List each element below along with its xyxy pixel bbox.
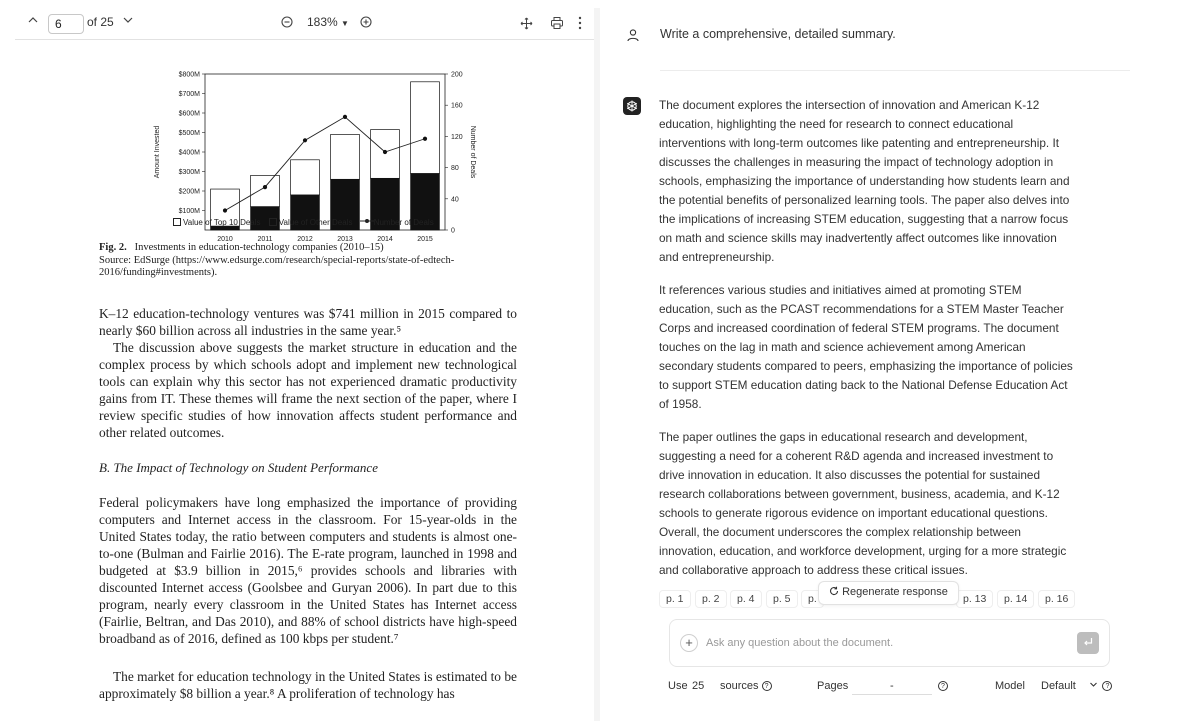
citation-chip[interactable]: p. 16 (1038, 590, 1075, 608)
y-tick-label: $200M (178, 188, 200, 196)
y-tick-label: $700M (178, 91, 200, 98)
model-select[interactable] (1041, 680, 1112, 692)
citation-chip[interactable]: p. (801, 590, 824, 608)
y-tick-label: $300M (178, 169, 200, 176)
pdf-toolbar (15, 8, 594, 40)
figure-caption (99, 242, 529, 280)
y2-axis-label: Number of Deals (469, 125, 476, 179)
page-number-input[interactable] (48, 14, 84, 34)
y2-tick-label: 120 (451, 133, 463, 141)
deals-point (223, 208, 227, 212)
pages-dash: - (890, 680, 894, 692)
citation-chip[interactable]: p. 14 (997, 590, 1034, 608)
caption-title: Investments in education-technology companies (2010–15) (134, 242, 384, 253)
y-axis-label: Amount Invested (154, 125, 161, 179)
paragraph-2: The discussion above suggests the market structure in education and the complex process by which schools adopt and implement new technological tools can explain why this sector has not experienced dramatic productivity gains from IT. These themes will frame the next section of the paper, where I review specific studies of how innovation affects student performance and other related outcomes. (99, 340, 517, 440)
bar-top10-deals (331, 134, 360, 179)
paragraph-4: The market for education technology in the United States is estimated to be approximately $8 billion a year.⁸ A proliferation of technology has (99, 669, 517, 701)
y2-tick-label: 40 (451, 196, 459, 204)
regenerate-button[interactable] (818, 581, 959, 605)
page-total: of 25 (87, 15, 114, 29)
zoom-level[interactable] (307, 15, 349, 29)
chart-frame (205, 74, 445, 230)
zoom-in-icon[interactable] (360, 16, 372, 31)
send-button[interactable] (1077, 632, 1099, 654)
y2-tick-label: 80 (451, 165, 459, 173)
deals-point (303, 138, 307, 142)
assistant-avatar-icon (623, 97, 641, 115)
citation-chip[interactable]: p. 4 (730, 590, 762, 608)
sources-help-icon[interactable]: ? (762, 681, 772, 691)
y-tick-label: $800M (178, 71, 200, 79)
chevron-down-icon (1089, 681, 1101, 691)
legend-line-icon (360, 217, 374, 227)
enter-icon (1082, 636, 1094, 648)
y2-tick-label: 160 (451, 102, 463, 110)
x-tick-label: 2014 (377, 236, 393, 243)
regenerate-label: Regenerate response (842, 586, 948, 598)
chat-pane (600, 8, 1178, 721)
citation-chip[interactable]: p. 2 (695, 590, 727, 608)
bar-top10-deals (411, 82, 440, 174)
paragraph-1: K–12 education-technology ventures was $741 million in 2015 compared to nearly $60 billion across all industries in the same year.⁵ (99, 306, 517, 338)
bar-top10-deals (291, 160, 320, 195)
sources-count-input[interactable]: 25 (692, 680, 705, 692)
citation-chip[interactable]: p. 13 (956, 590, 993, 608)
zoom-value: 183% (307, 15, 338, 29)
sources-label (720, 680, 772, 692)
deals-point (263, 185, 267, 189)
x-tick-label: 2010 (217, 236, 233, 243)
pages-help-icon[interactable]: ? (938, 680, 948, 692)
user-message: Write a comprehensive, detailed summary. (660, 27, 896, 41)
answer-paragraph-1: The document explores the intersection of innovation and American K-12 education, highlighting the need for research to connect educational interventions with long-term outcomes like patenting and entrepreneurship. It discusses the challenges in measuring the impact of technology adoption in schools, emphasizing the importance of understanding how students learn and the potential benefits of personalized learning tools. The paper also delves into the implications of increasing STEM education, suggesting that a narrow focus on math and science skills may inadvertently affect outcomes like innovation and entrepreneurship. (659, 98, 1070, 264)
legend-label-deals: Number of Deals (373, 217, 434, 227)
prev-page-icon[interactable] (27, 14, 39, 29)
y2-tick-label: 0 (451, 227, 455, 235)
x-tick-label: 2012 (297, 236, 313, 243)
x-tick-label: 2013 (337, 236, 353, 243)
x-tick-label: 2011 (257, 236, 273, 243)
section-heading: B. The Impact of Technology on Student Performance (99, 460, 378, 475)
y2-tick-label: 200 (451, 71, 463, 79)
print-icon[interactable] (550, 16, 564, 33)
model-help-icon[interactable]: ? (1102, 681, 1112, 691)
x-tick-label: 2015 (417, 236, 433, 243)
deals-point (343, 115, 347, 119)
bar-top10-deals (251, 175, 280, 206)
citation-chip[interactable]: p. 5 (766, 590, 798, 608)
question-input[interactable] (706, 633, 1066, 653)
y-tick-label: $600M (178, 110, 200, 118)
y-tick-label: $500M (178, 130, 200, 137)
question-box (669, 619, 1110, 667)
chart-legend (173, 217, 434, 227)
caption-label: Fig. 2. (99, 242, 127, 253)
pages-to-input[interactable] (896, 677, 932, 695)
next-page-icon[interactable] (122, 14, 134, 29)
pdf-viewer (15, 8, 594, 721)
add-attachment-button[interactable]: + (680, 634, 698, 652)
deals-point (383, 150, 387, 154)
legend-swatch-other (269, 218, 277, 226)
answer-paragraph-3: The paper outlines the gaps in educational research and development, suggesting a need for a coherent R&D agenda and increased investment to drive innovation in education. It also discusses the potential for sustained research collaborations between government, business, academia, and K-12 schools to generate rigorous evidence on important educational questions. Overall, the document underscores the complex relationship between innovation, education, and workforce development, urging for a more strategic and collaborative approach to address these critical issues. (659, 430, 1067, 577)
refresh-icon (829, 586, 842, 598)
answer-paragraph-2: It references various studies and initiatives aimed at promoting STEM education, such as the PCAST recommendations for a STEM Master Teacher Corps and increased coordination of federal STEM programs. The document touches on the lag in math and science achievement among American secondary students compared to peers, emphasizing the importance of policies to support STEM education dating back to the National Defense Education Act of 1958. (659, 283, 1073, 411)
message-separator (660, 70, 1130, 71)
more-options-icon[interactable] (578, 16, 582, 33)
y-tick-label: $400M (178, 149, 200, 157)
legend-label-top10: Value of Top 10 Deals (183, 217, 261, 227)
pdf-page (15, 40, 594, 721)
pan-tool-icon[interactable] (520, 17, 533, 33)
zoom-out-icon[interactable] (281, 16, 293, 31)
use-label: Use (668, 680, 688, 692)
model-label: Model (995, 680, 1025, 692)
legend-label-other: Value of Other Deals (278, 217, 353, 227)
model-value: Default (1041, 680, 1076, 692)
paragraph-3: Federal policymakers have long emphasized the importance of providing computers and Internet access in the classroom. For 15-year-olds in the United States today, the ratio between computers and students is almost one-to-one (Bulman and Fairlie 2016). The E-rate program, launched in 1998 and budgeted at $3.9 billion in 2015,⁶ provides schools and libraries with discounted Internet access (Goolsbee and Guryan 2006). In part due to this program, nearly every classroom in the United States has Internet access (Fairlie, Beltran, and Das 2010), and 88% of school districts have high-speed broadband as of 2016, defined as 100 kbps per student.⁷ (99, 495, 517, 646)
caption-source: Source: EdSurge (https://www.edsurge.com/research/special-reports/state-of-edtech-2016/funding#investments). (99, 254, 455, 278)
pages-label: Pages (817, 680, 849, 692)
deals-point (423, 137, 427, 141)
y-tick-label: $100M (178, 208, 200, 215)
citation-chip[interactable]: p. 1 (659, 590, 691, 608)
sources-label-text: sources (720, 680, 759, 692)
user-avatar-icon (626, 28, 640, 42)
legend-swatch-top10 (173, 218, 181, 226)
zoom-dropdown-icon: ▼ (341, 19, 349, 28)
